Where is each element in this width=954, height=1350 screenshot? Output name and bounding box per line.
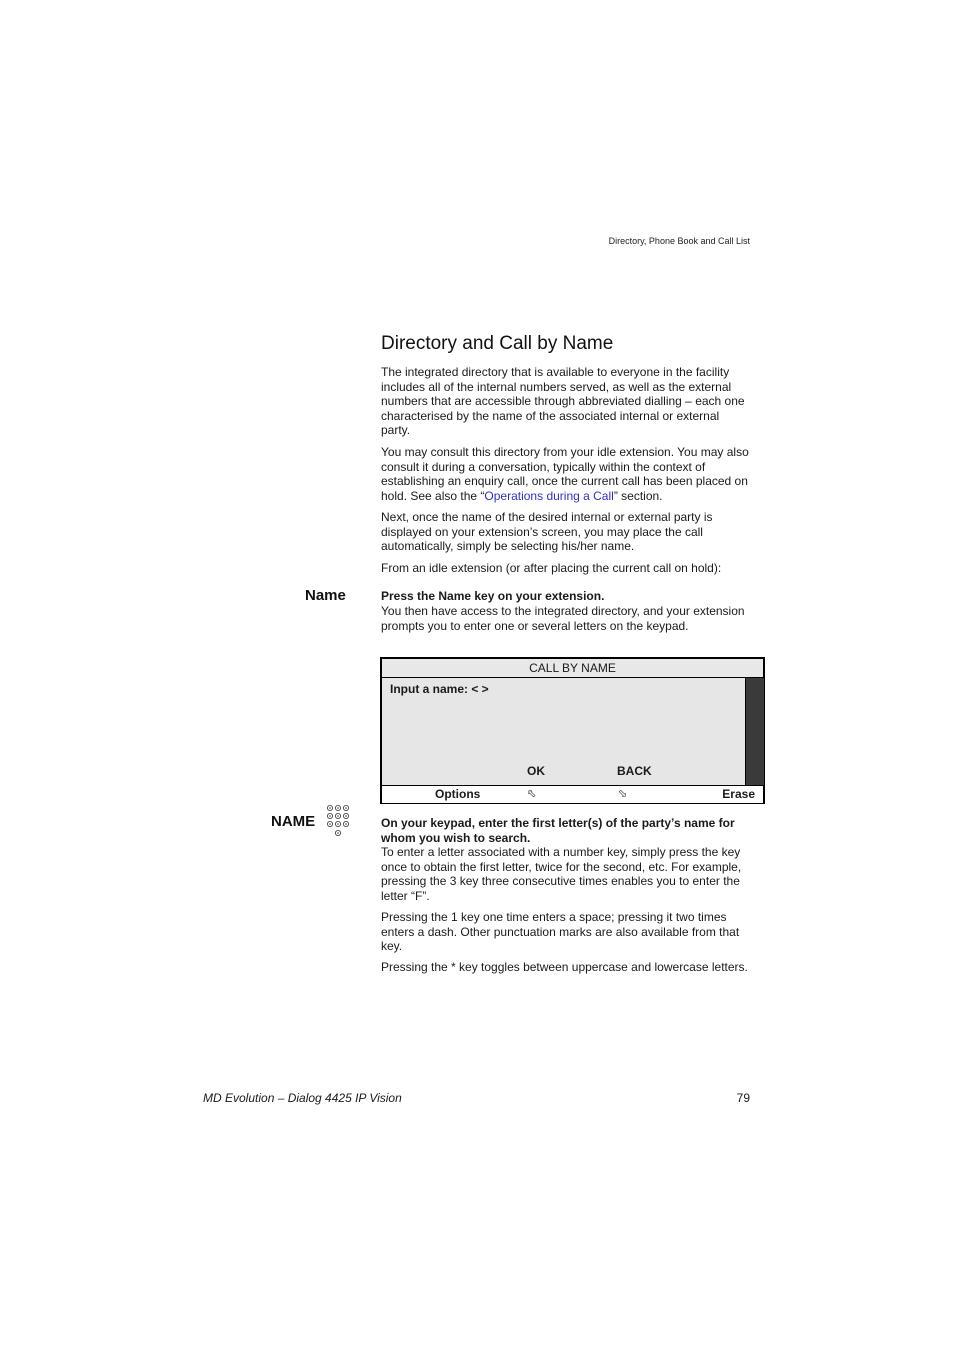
step1-text: You then have access to the integrated directory, and your extension prompts you to enter one or several letters on the keypad. xyxy=(381,604,745,633)
display-title: CALL BY NAME xyxy=(382,659,763,678)
name-keypad-label: NAME xyxy=(271,813,316,830)
step2-text-punctuation: Pressing the 1 key one time enters a space; pressing it two times enters a dash. Other punctuation marks are also available from that key. xyxy=(381,910,740,954)
display-body xyxy=(382,678,744,785)
back-option[interactable]: BACK xyxy=(617,764,652,778)
softkey-bar xyxy=(382,785,763,803)
consult-text-start: You may consult this directory from your idle extension. You may also consult it during a conversation, typically within the context of establishing an enquiry call, once the current call has been placed on hold. See also the “ xyxy=(381,445,749,503)
arrow-down-right-icon[interactable]: ⬂ xyxy=(618,788,628,800)
consult-text-end: ” section. xyxy=(613,488,663,503)
name-input-prompt[interactable]: Input a name: < > xyxy=(390,682,489,696)
running-header: Directory, Phone Book and Call List xyxy=(608,236,750,246)
step1-instruction: Press the Name key on your extension. xyxy=(381,589,605,603)
ok-option[interactable]: OK xyxy=(527,764,545,778)
phone-display xyxy=(380,657,765,804)
next-paragraph: Next, once the name of the desired internal or external party is displayed on your extension’s screen, you may place the call automatically, simply be selecting his/her name. xyxy=(381,510,713,554)
erase-softkey[interactable]: Erase xyxy=(722,787,755,801)
idle-paragraph: From an idle extension (or after placing the current call on hold): xyxy=(381,561,722,575)
step2-text-case: Pressing the * key toggles between uppercase and lowercase letters. xyxy=(381,960,748,974)
options-softkey[interactable]: Options xyxy=(435,787,481,801)
step2-text-letters: To enter a letter associated with a number key, simply press the key once to obtain the first letter, twice for the second, etc. For example, pressing the 3 key three consecutive times enables you to enter the letter “F”. xyxy=(381,845,742,903)
keypad-icon xyxy=(326,804,350,838)
name-key-label: Name xyxy=(305,587,346,604)
arrow-up-left-icon[interactable]: ⬁ xyxy=(527,788,537,800)
operations-during-call-link[interactable]: Operations during a Call xyxy=(484,488,614,503)
footer-doc-title: MD Evolution – Dialog 4425 IP Vision xyxy=(203,1091,402,1105)
step2-instruction: On your keypad, enter the first letter(s) of the party’s name for whom you wish to search. xyxy=(381,816,735,845)
page-number: 79 xyxy=(736,1091,750,1105)
intro-paragraph: The integrated directory that is available to everyone in the facility includes all of the internal numbers served, as well as the external numbers that are accessible through abbreviated dialling – each one characterised by the name of the associated internal or external party. xyxy=(381,365,745,438)
consult-paragraph xyxy=(381,445,751,503)
section-title: Directory and Call by Name xyxy=(381,333,614,354)
display-scrollbar[interactable] xyxy=(745,678,764,785)
